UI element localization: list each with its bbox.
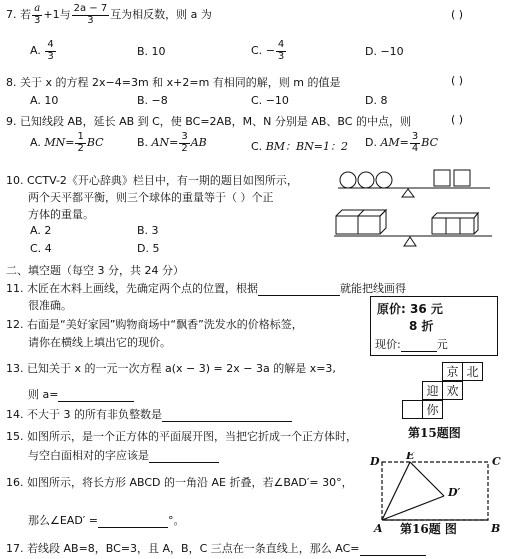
discount-label: 8 折	[409, 319, 434, 333]
option-letter: D.	[365, 94, 377, 107]
question-number: 9.	[6, 115, 17, 128]
option-d[interactable]	[365, 132, 438, 154]
question-8	[6, 74, 341, 90]
option-c[interactable]	[251, 138, 348, 154]
option-suffix: AB	[190, 136, 207, 149]
option-letter: A.	[30, 224, 41, 237]
option-prefix: −	[265, 44, 275, 57]
price-unit: 元	[436, 338, 448, 351]
question-text: 已知关于 x 的一元一次方程 a(x − 3) = 2x − 3a 的解是 x=3,	[27, 362, 336, 375]
net-cell-blank	[402, 400, 423, 419]
top-balance	[338, 170, 490, 197]
option-letter: C.	[251, 94, 263, 107]
question-text: 已知线段 AB，延长 AB 到 C，使 BC=2AB，M、N 分别是 AB、BC 的中点，则	[20, 115, 411, 128]
label-a: A	[374, 522, 383, 535]
question-number: 8.	[6, 76, 17, 89]
answer-blank[interactable]	[98, 515, 168, 528]
question-number: 17.	[6, 542, 24, 555]
balance-scales-figure	[330, 162, 498, 260]
original-price	[377, 300, 443, 317]
question-text: 若线段 AB=8，BC=3，且 A，B，C 三点在一条直线上，那么 AC=	[27, 542, 360, 555]
answer-blank[interactable]	[58, 389, 134, 402]
option-value: 2	[44, 224, 52, 237]
option-letter: A.	[30, 136, 41, 149]
answer-paren[interactable]: ( )	[451, 113, 464, 126]
q15-line2	[28, 447, 219, 463]
price-value: 36 元	[410, 302, 443, 316]
fraction-a-over-3	[32, 4, 42, 26]
option-b[interactable]	[137, 45, 166, 58]
option-value: 8	[380, 94, 388, 107]
option-letter: B.	[137, 45, 149, 58]
option-c[interactable]	[251, 94, 289, 107]
option-letter: D.	[137, 242, 149, 255]
question-number: 11.	[6, 282, 24, 295]
frac-den: 3	[34, 14, 41, 26]
q7-text-3: 互为相反数，则 a 为	[110, 8, 212, 21]
answer-blank[interactable]	[149, 450, 219, 463]
q7-text-2: +1与	[43, 8, 71, 21]
label-d: D	[370, 455, 380, 468]
question-text-line2: 很准确。	[28, 299, 72, 312]
question-15	[6, 428, 357, 444]
frac-den: 2	[77, 142, 84, 154]
frac-den: 2	[181, 142, 188, 154]
question-text: 木匠在木料上画线，先确定两个点的位置，根据	[27, 282, 258, 295]
question-7	[6, 4, 212, 26]
option-value: 3	[151, 224, 159, 237]
question-text: CCTV-2《开心辞典》栏目中，有一期的题目如图所示，	[27, 174, 298, 187]
question-17	[6, 540, 426, 556]
label-c: C	[492, 455, 501, 468]
fraction	[75, 132, 85, 154]
answer-blank[interactable]	[360, 543, 426, 556]
frac-den: 3	[47, 50, 54, 62]
bottom-balance	[334, 210, 492, 246]
net-cell: 欢	[442, 381, 463, 400]
frac-num: 4	[277, 39, 285, 50]
label-e: E	[406, 452, 415, 462]
option-b[interactable]	[137, 132, 207, 154]
question-text-line2: 则 a=	[28, 388, 59, 401]
option-prefix: AN=	[151, 136, 179, 149]
question-14	[6, 406, 292, 422]
figure-caption: 第15题图	[408, 426, 461, 440]
option-letter: B.	[137, 224, 149, 237]
frac-den: 4	[411, 142, 419, 154]
price-label: 现价:	[375, 338, 401, 351]
option-prefix: MN=	[44, 136, 75, 149]
frac-num: 3	[181, 131, 188, 142]
question-text-line2: 请你在横线上填出它的现价。	[28, 336, 171, 349]
fraction-2a-7-over-3	[72, 4, 110, 26]
option-d[interactable]	[137, 242, 159, 255]
option-a[interactable]	[30, 132, 104, 154]
question-number: 13.	[6, 362, 24, 375]
answer-paren[interactable]: ( )	[451, 8, 464, 21]
net-cell: 你	[422, 400, 443, 419]
q13-answer-line	[28, 386, 134, 402]
option-b[interactable]	[137, 94, 168, 107]
question-12	[6, 316, 303, 332]
option-value: −8	[151, 94, 168, 107]
fraction	[45, 40, 55, 62]
current-price	[375, 336, 448, 352]
option-letter: D.	[365, 136, 377, 149]
frac-den: 3	[277, 50, 285, 62]
option-d[interactable]	[365, 94, 387, 107]
question-text-tail: 就能把线画得	[340, 282, 406, 295]
question-text: 不大于 3 的所有非负整数是	[27, 408, 162, 421]
option-letter: C.	[30, 242, 42, 255]
section-heading: 二、填空题（每空 3 分，共 24 分）	[6, 264, 184, 277]
answer-paren[interactable]: ( )	[451, 74, 464, 87]
question-11	[6, 280, 406, 296]
frac-num: a	[34, 3, 41, 14]
option-value: 5	[152, 242, 160, 255]
question-16	[6, 474, 353, 490]
option-value: BM：BN=1：2	[265, 140, 348, 153]
answer-blank[interactable]	[162, 409, 292, 422]
option-letter: C.	[251, 140, 263, 153]
question-number: 16.	[6, 476, 24, 489]
answer-blank[interactable]	[401, 339, 437, 352]
option-a[interactable]	[30, 224, 51, 237]
question-text: 如图所示，是一个正方体的平面展开图，当把它折成一个正方体时，	[27, 430, 357, 443]
option-letter: B.	[137, 136, 149, 149]
question-number: 10.	[6, 174, 24, 187]
option-prefix: AM=	[380, 136, 409, 149]
option-a[interactable]	[30, 94, 58, 107]
option-suffix: BC	[86, 136, 104, 149]
frac-den: 3	[87, 14, 94, 26]
option-value: 4	[44, 242, 52, 255]
question-text: 如图所示，将长方形 ABCD 的一角沿 AE 折叠，若∠BAD′= 30°，	[27, 476, 353, 489]
option-b[interactable]	[137, 224, 159, 237]
question-text-line2: 两个天平都平衡，则三个球体的重量等于（ ）个正	[28, 191, 274, 204]
q16-line2	[28, 512, 185, 528]
option-c[interactable]	[251, 40, 287, 62]
option-letter: C.	[251, 44, 263, 57]
question-text-line2: 那么∠EAD′ =	[28, 514, 99, 527]
question-number: 15.	[6, 430, 24, 443]
figure-caption: 第16题 图	[400, 522, 457, 536]
price-label: 原价:	[377, 302, 406, 316]
option-letter: A.	[30, 44, 41, 57]
question-10	[6, 172, 298, 188]
fraction	[410, 132, 420, 154]
question-text-line3: 方体的重量。	[28, 208, 94, 221]
question-text-line2: 与空白面相对的字应该是	[28, 449, 149, 462]
option-value: 10	[44, 94, 59, 107]
option-a[interactable]	[30, 40, 57, 62]
fraction	[179, 132, 189, 154]
question-13	[6, 360, 336, 376]
q7-text-1: 若	[20, 8, 31, 21]
net-cell: 北	[462, 362, 483, 381]
frac-num: 3	[411, 131, 419, 142]
option-d[interactable]	[365, 45, 404, 58]
option-value: −10	[380, 45, 404, 58]
option-c[interactable]	[30, 242, 52, 255]
price-tag	[370, 296, 498, 356]
net-cell: 迎	[422, 381, 443, 400]
net-cell: 京	[442, 362, 463, 381]
option-letter: D.	[365, 45, 377, 58]
question-text: 右面是“美好家园”购物商场中“飘香”洗发水的价格标签，	[27, 318, 303, 331]
label-b: B	[491, 522, 501, 535]
option-suffix: BC	[421, 136, 438, 149]
label-d-prime: D′	[448, 486, 461, 499]
frac-num: 2a − 7	[73, 3, 108, 14]
frac-num: 1	[77, 131, 84, 142]
option-value: −10	[265, 94, 289, 107]
question-9	[6, 113, 411, 129]
fraction	[276, 40, 286, 62]
answer-blank[interactable]	[258, 283, 340, 296]
question-number: 12.	[6, 318, 24, 331]
frac-num: 4	[47, 39, 54, 50]
degree-suffix: °。	[168, 514, 185, 527]
rect-abcd	[382, 462, 488, 520]
question-text: 关于 x 的方程 2x−4=3m 和 x+2=m 有相同的解，则 m 的值是	[20, 76, 341, 89]
option-letter: B.	[137, 94, 149, 107]
option-value: 10	[151, 45, 166, 58]
option-letter: A.	[30, 94, 41, 107]
question-number: 7.	[6, 8, 17, 21]
question-number: 14.	[6, 408, 24, 421]
